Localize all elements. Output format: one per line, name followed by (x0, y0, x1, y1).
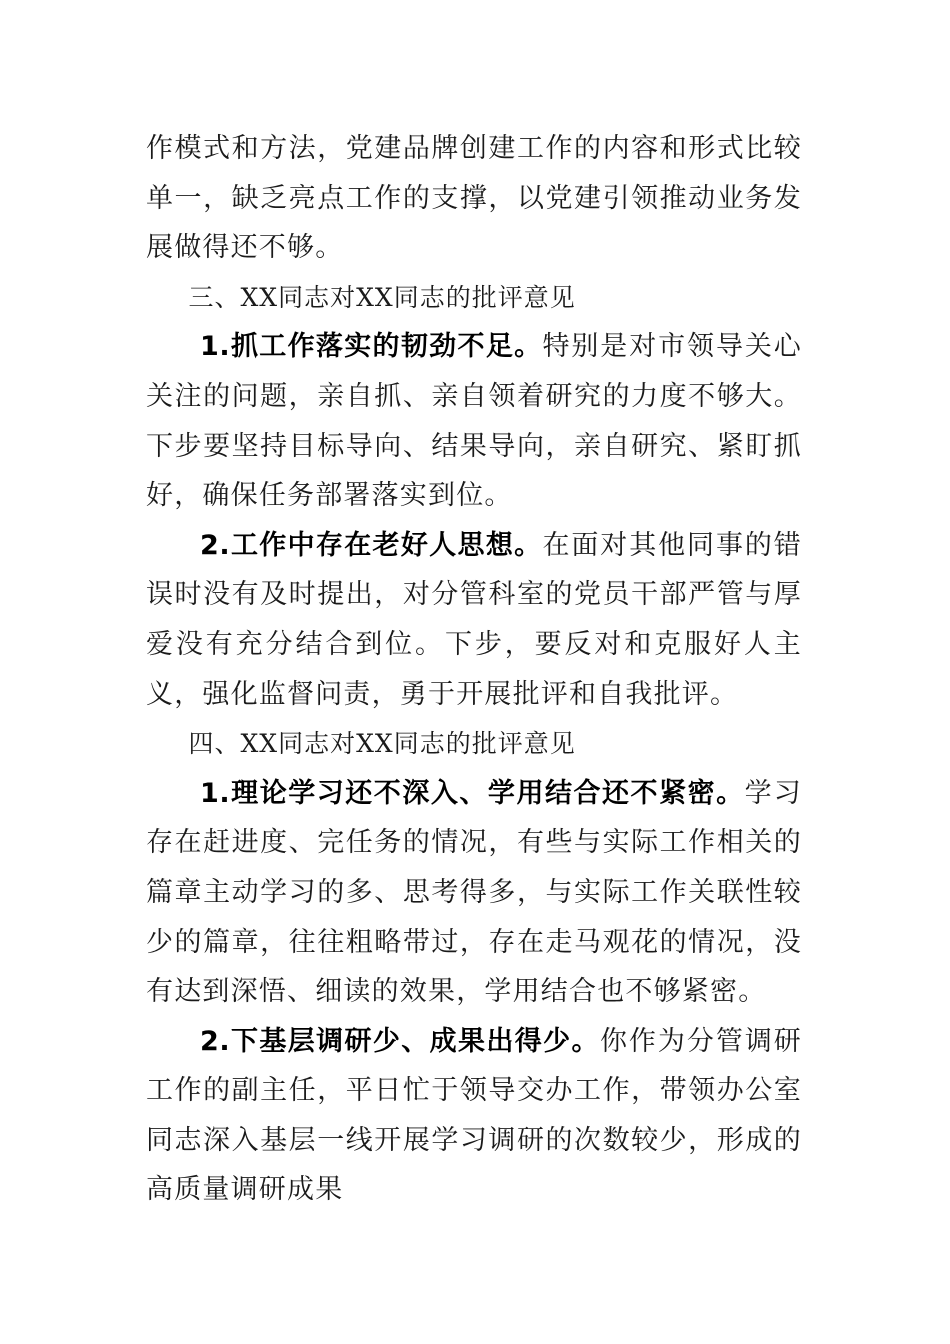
item-lead-text: 1.理论学习还不深入、学用结合还不紧密。 (200, 777, 745, 809)
item-lead-text: 2.下基层调研少、成果出得少。 (200, 1025, 600, 1057)
section-four-heading (146, 719, 802, 769)
item-body-text: 在面对其他同事的错误时没有及时提出，对分管科室的党员干部严管与厚爱没有充分结合到位。下步，要反对和克服好人主义，强化监督问责，勇于开展批评和自我批评。 (146, 529, 802, 710)
item-lead-text: 1.抓工作落实的韧劲不足。 (200, 331, 543, 363)
item-lead-text: 2.工作中存在老好人思想。 (200, 529, 543, 561)
section-three-item-1 (146, 322, 802, 520)
continuation-text: 作模式和方法，党建品牌创建工作的内容和形式比较单一，缺乏亮点工作的支撑，以党建引领推动业务发展做得还不够。 (146, 133, 802, 264)
section-four-heading-text: 四、XX同志对XX同志的批评意见 (188, 729, 576, 759)
section-four-item-1 (146, 769, 802, 1017)
item-body-text: 你作为分管调研工作的副主任，平日忙于领导交办工作，带领办公室同志深入基层一线开展学习调研的次数较少，形成的高质量调研成果 (146, 1025, 803, 1206)
section-four-item-2 (146, 1017, 802, 1215)
section-three-heading-text: 三、XX同志对XX同志的批评意见 (188, 282, 576, 312)
section-three-item-2 (146, 521, 802, 719)
item-body-text: 学习存在赶进度、完任务的情况，有些与实际工作相关的篇章主动学习的多、思考得多，与实际工作关联性较少的篇章，往往粗略带过，存在走马观花的情况，没有达到深悟、细读的效果，学用结合也不够紧密。 (146, 777, 802, 1008)
continuation-paragraph (146, 124, 802, 273)
document-body (146, 124, 802, 1215)
item-body-text: 特别是对市领导关心关注的问题，亲自抓、亲自领着研究的力度不够大。下步要坚持目标导向、结果导向，亲自研究、紧盯抓好，确保任务部署落实到位。 (146, 331, 802, 512)
section-three-heading (146, 273, 802, 323)
